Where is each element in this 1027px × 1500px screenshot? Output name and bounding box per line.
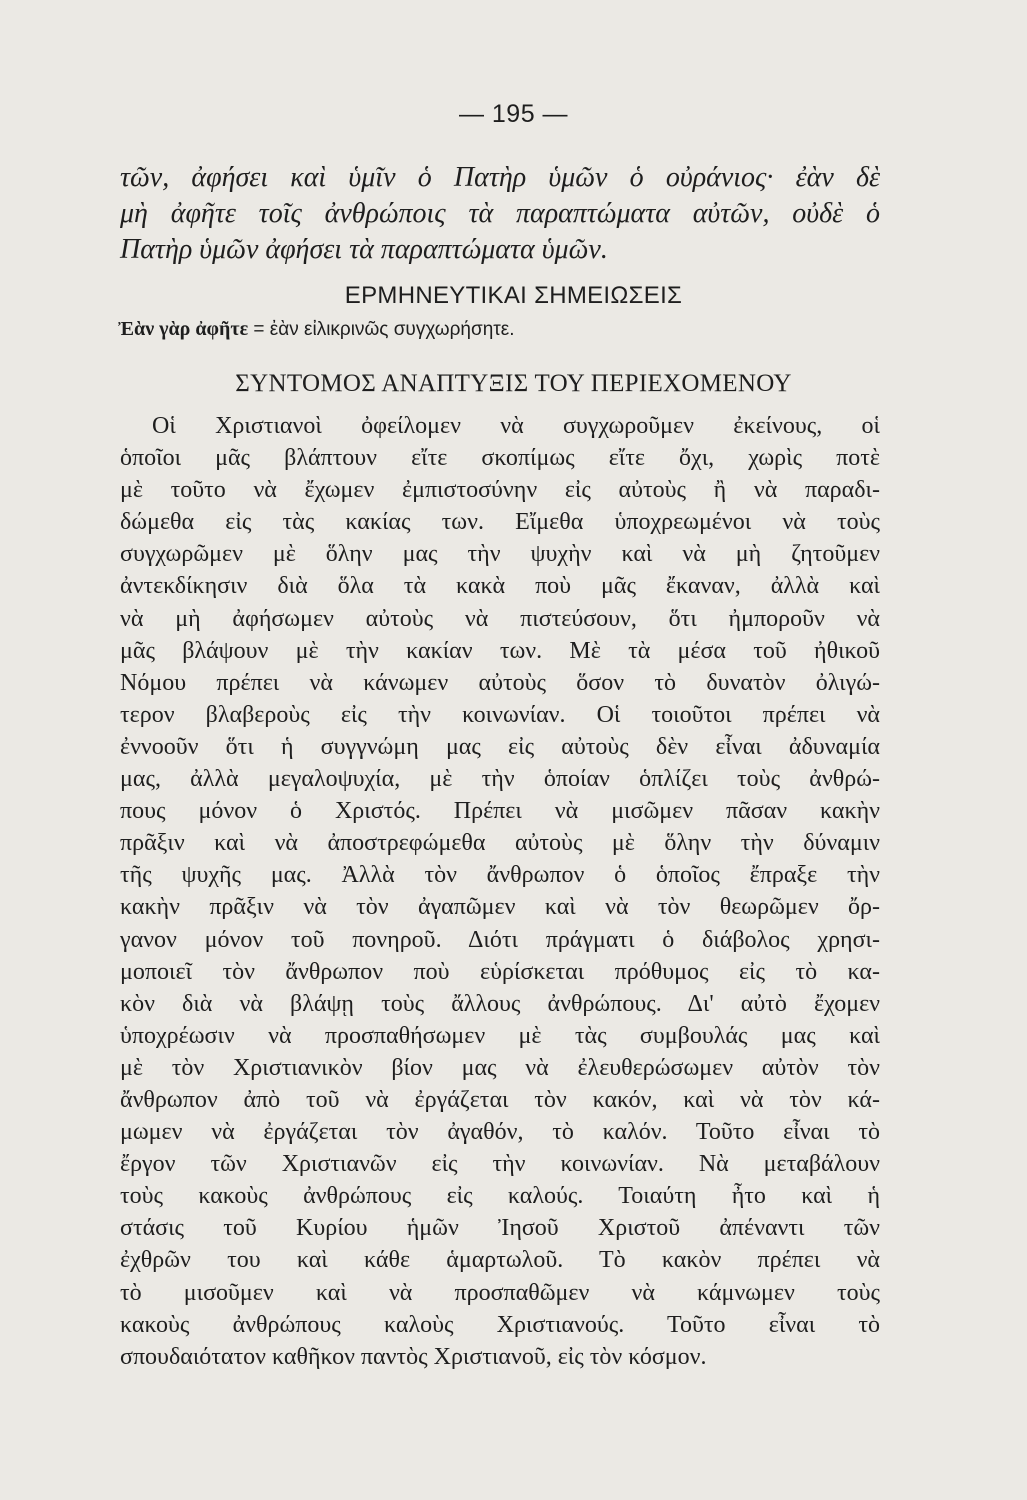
text-line: νὰ μὴ ἀφήσωμεν αὐτοὺς νὰ πιστεύσουν, ὅτι ἠμποροῦν νὰ [120,605,880,632]
text-line: ἄνθρωπον ἀπὸ τοῦ νὰ ἐργάζεται τὸν κακόν, καὶ νὰ τὸν κά- [120,1086,880,1113]
note-term: Ἐὰν γὰρ ἀφῆτε [118,318,249,340]
text-line: κὸν διὰ νὰ βλάψῃ τοὺς ἄλλους ἀνθρώπους. Δι' αὐτὸ ἔχομεν [120,990,880,1017]
text-line: ὁποῖοι μᾶς βλάπτουν εἴτε σκοπίμως εἴτε ὄχι, χωρὶς ποτὲ [120,445,880,472]
verse-line: μὴ ἀφῆτε τοῖς ἀνθρώποις τὰ παραπτώματα αὐτῶν, οὐδὲ ὁ [120,198,880,229]
summary-text [120,410,880,1373]
explanatory-note [118,318,515,341]
text-line: ἐχθρῶν του καὶ κάθε ἁμαρτωλοῦ. Τὸ κακὸν πρέπει νὰ [120,1247,880,1274]
text-line: ἔργον τῶν Χριστιανῶν εἰς τὴν κοινωνίαν. Νὰ μεταβάλουν [120,1151,880,1178]
text-line: κακοὺς ἀνθρώπους καλοὺς Χριστιανούς. Τοῦτο εἶναι τὸ [120,1311,880,1338]
text-line: μᾶς βλάψουν μὲ τὴν κακίαν των. Μὲ τὰ μέσα τοῦ ἠθικοῦ [120,637,880,664]
text-line: συγχωρῶμεν μὲ ὅλην μας τὴν ψυχὴν καὶ νὰ μὴ ζητοῦμεν [120,541,880,568]
text-line: μωμεν νὰ ἐργάζεται τὸν ἀγαθόν, τὸ καλόν. Τοῦτο εἶναι τὸ [120,1119,880,1146]
scripture-verse [120,160,880,268]
text-line: κακὴν πρᾶξιν νὰ τὸν ἀγαπῶμεν καὶ νὰ τὸν θεωρῶμεν ὄρ- [120,894,880,921]
text-line: γανον μόνον τοῦ πονηροῦ. Διότι πράγματι ὁ διάβολος χρησι- [120,926,880,953]
text-line: τερον βλαβεροὺς εἰς τὴν κοινωνίαν. Οἱ τοιοῦτοι πρέπει νὰ [120,701,880,728]
verse-line: τῶν, ἀφήσει καὶ ὑμῖν ὁ Πατὴρ ὑμῶν ὁ οὐράνιος· ἐὰν δὲ [120,162,880,193]
text-line: τὸ μισοῦμεν καὶ νὰ προσπαθῶμεν νὰ κάμνωμεν τοὺς [120,1279,880,1306]
summary-heading: ΣΥΝΤΟΜΟΣ ΑΝΑΠΤΥΞΙΣ ΤΟΥ ΠΕΡΙΕΧΟΜΕΝΟΥ [235,370,792,397]
text-line: δώμεθα εἰς τὰς κακίας των. Εἴμεθα ὑποχρεωμένοι νὰ τοὺς [120,509,880,536]
text-line: πους μόνον ὁ Χριστός. Πρέπει νὰ μισῶμεν πᾶσαν κακὴν [120,798,880,825]
text-line: τοὺς κακοὺς ἀνθρώπους εἰς καλούς. Τοιαύτη ἦτο καὶ ἡ [120,1183,880,1210]
notes-heading: ΕΡΜΗΝΕΥΤΙΚΑΙ ΣΗΜΕΙΩΣΕΙΣ [344,282,683,309]
text-line: Νόμου πρέπει νὰ κάνωμεν αὐτοὺς ὅσον τὸ δυνατὸν ὀλιγώ- [120,669,880,696]
verse-line: Πατὴρ ὑμῶν ἀφήσει τὰ παραπτώματα ὑμῶν. [120,234,608,265]
text-line: πρᾶξιν καὶ νὰ ἀποστρεφώμεθα αὐτοὺς μὲ ὅλην τὴν δύναμιν [120,830,880,857]
text-line: στάσις τοῦ Κυρίου ἡμῶν Ἰησοῦ Χριστοῦ ἀπέναντι τῶν [120,1215,880,1242]
text-line: μοποιεῖ τὸν ἄνθρωπον ποὺ εὑρίσκεται πρόθυμος εἰς τὸ κα- [120,958,880,985]
text-line: ἀντεκδίκησιν διὰ ὅλα τὰ κακὰ ποὺ μᾶς ἔκαναν, ἀλλὰ καὶ [120,573,880,600]
text-line: σπουδαιότατον καθῆκον παντὸς Χριστιανοῦ, εἰς τὸν κόσμον. [120,1343,707,1370]
text-line: μας, ἀλλὰ μεγαλοψυχία, μὲ τὴν ὁποίαν ὁπλίζει τοὺς ἀνθρώ- [120,766,880,793]
text-line: Οἱ Χριστιανοὶ ὀφείλομεν νὰ συγχωροῦμεν ἐκείνους, οἱ [152,413,880,439]
text-line: μὲ τοῦτο νὰ ἔχωμεν ἐμπιστοσύνην εἰς αὐτοὺς ἢ νὰ παραδι- [120,477,880,504]
text-line: τῆς ψυχῆς μας. Ἀλλὰ τὸν ἄνθρωπον ὁ ὁποῖος ἔπραξε τὴν [120,862,880,889]
text-line: μὲ τὸν Χριστιανικὸν βίον μας νὰ ἐλευθερώσωμεν αὐτὸν τὸν [120,1054,880,1081]
text-line: ἐννοοῦν ὅτι ἡ συγγνώμη μας εἰς αὐτοὺς δὲν εἶναι ἀδυναμία [120,733,880,760]
text-line: ὑποχρέωσιν νὰ προσπαθήσωμεν μὲ τὰς συμβουλάς μας καὶ [120,1022,880,1049]
note-definition: = ἐὰν εἰλικρινῶς συγχωρήσητε. [248,319,515,340]
page-number: — 195 — [458,100,569,128]
